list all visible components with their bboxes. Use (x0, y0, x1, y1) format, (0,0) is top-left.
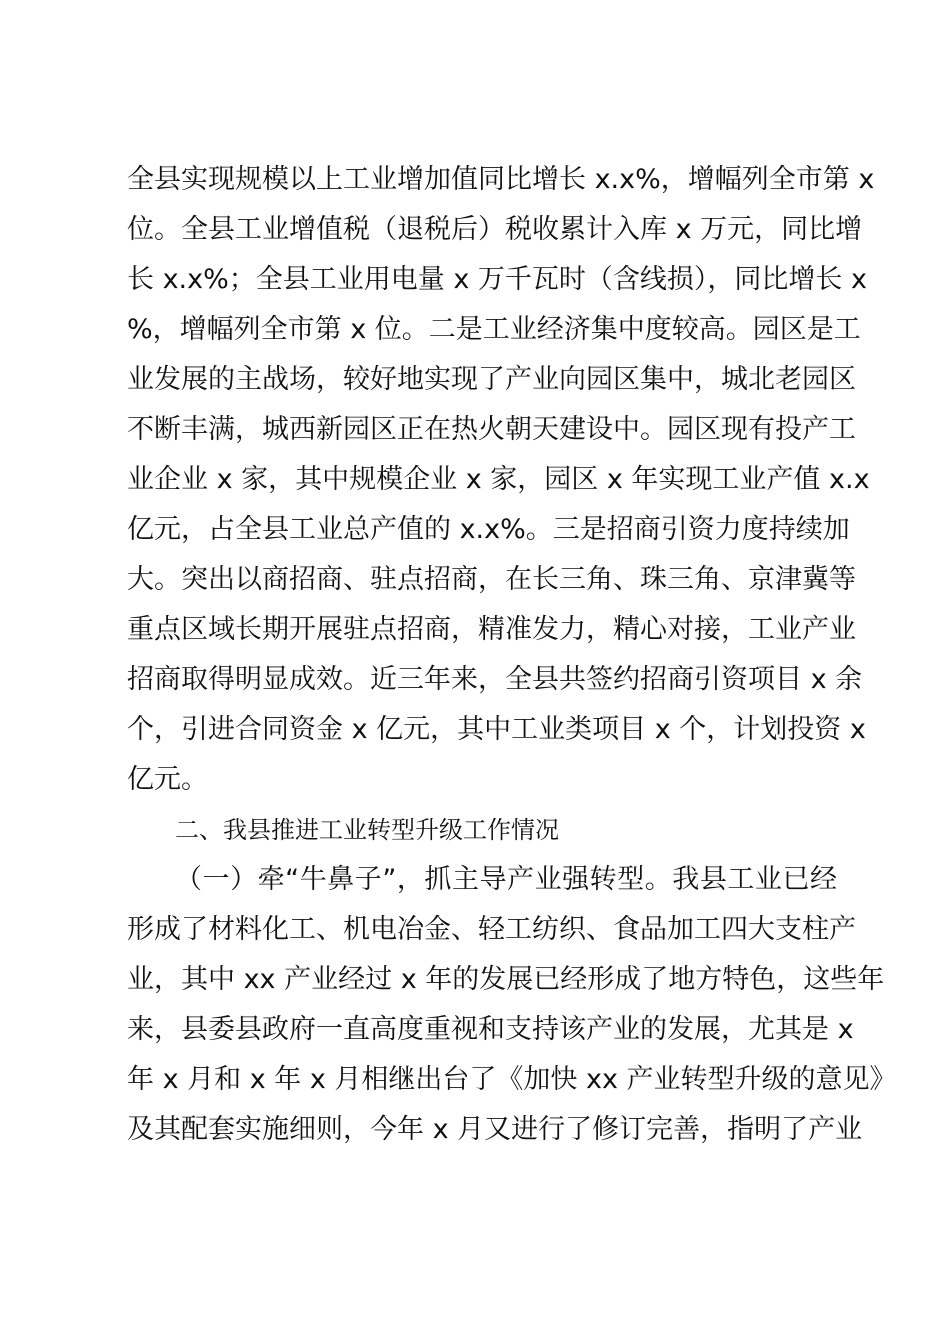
text-line: 全县实现规模以上工业增加值同比增长 x.x%，增幅列全市第 x (127, 164, 875, 195)
text-line: 位。全县工业增值税（退税后）税收累计入库 x 万元，同比增 (127, 214, 863, 245)
text-line: 及其配套实施细则，今年 x 月又进行了修订完善，指明了产业 (127, 1114, 863, 1145)
text-line: 大。突出以商招商、驻点招商，在长三角、珠三角、京津冀等 (127, 564, 856, 595)
text-line: 来，县委县政府一直高度重视和支持该产业的发展，尤其是 x (127, 1014, 854, 1045)
section-heading: 二、我县推进工业转型升级工作情况 (175, 816, 559, 844)
text-line: 年 x 月和 x 年 x 月相继出台了《加快 xx 产业转型升级的意见》 (127, 1064, 897, 1095)
text-line: 亿元，占全县工业总产值的 x.x%。三是招商引资力度持续加 (127, 514, 850, 545)
text-line: 重点区域长期开展驻点招商，精准发力，精心对接，工业产业 (127, 614, 856, 645)
text-line: 业企业 x 家，其中规模企业 x 家，园区 x 年实现工业产值 x.x (127, 464, 870, 495)
paragraph-2 (127, 855, 897, 1155)
text-line: （一）牵“牛鼻子”，抓主导产业强转型。我县工业已经 (175, 864, 837, 895)
text-line: 不断丰满，城西新园区正在热火朝天建设中。园区现有投产工 (127, 414, 856, 445)
text-line: %，增幅列全市第 x 位。二是工业经济集中度较高。园区是工 (127, 314, 861, 345)
text-line: 业，其中 xx 产业经过 x 年的发展已经形成了地方特色，这些年 (127, 964, 885, 995)
document-body (127, 155, 897, 1155)
text-line: 招商取得明显成效。近三年来，全县共签约招商引资项目 x 余 (127, 664, 863, 695)
paragraph-1 (127, 155, 875, 805)
text-line: 长 x.x%；全县工业用电量 x 万千瓦时（含线损），同比增长 x (127, 264, 867, 295)
text-line: 个，引进合同资金 x 亿元，其中工业类项目 x 个，计划投资 x (127, 714, 866, 745)
text-line: 亿元。 (127, 764, 208, 795)
text-line: 业发展的主战场，较好地实现了产业向园区集中，城北老园区 (127, 364, 856, 395)
text-line: 形成了材料化工、机电冶金、轻工纺织、食品加工四大支柱产 (127, 914, 856, 945)
